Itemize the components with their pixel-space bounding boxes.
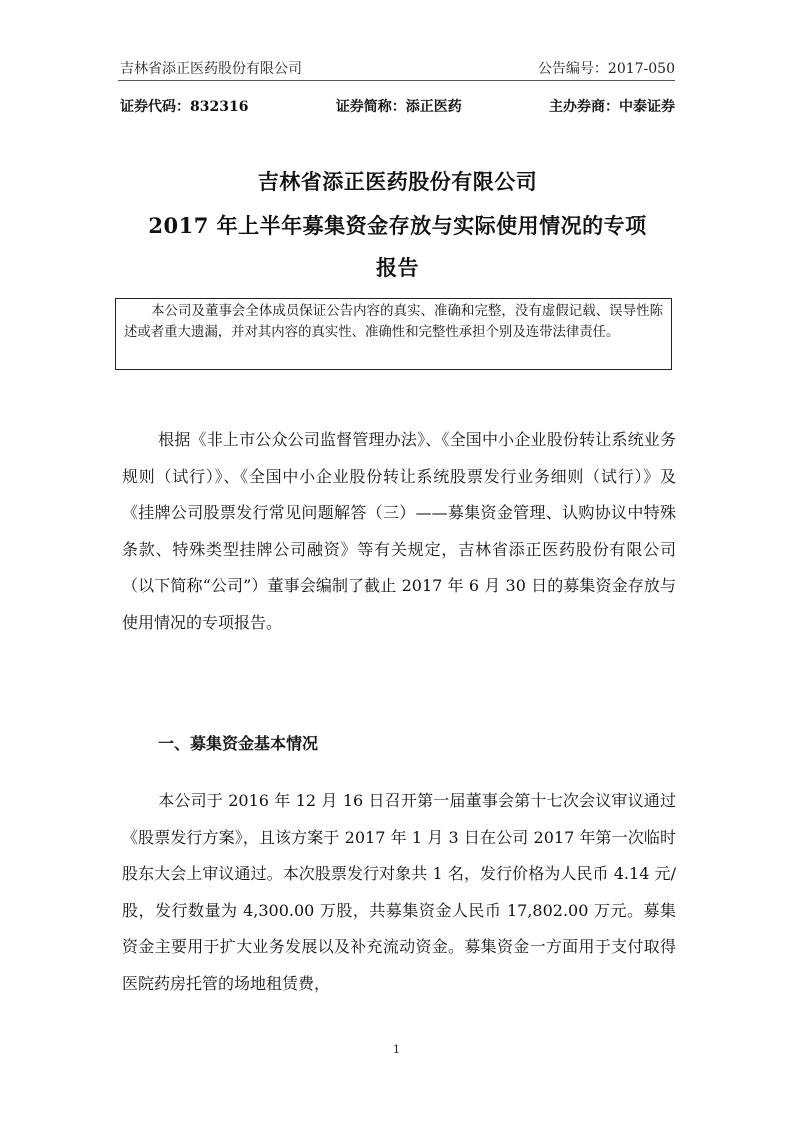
stock-code: 证券代码：832316 (120, 99, 249, 115)
body-paragraph-basis (122, 422, 676, 641)
stock-abbreviation: 证券简称：添正医药 (335, 99, 462, 115)
document-title-line-1: 吉林省添正医药股份有限公司 (257, 169, 538, 194)
document-title-line-2: 2017 年上半年募集资金存放与实际使用情况的专项 (148, 213, 647, 238)
sponsor-broker: 主办券商：中泰证券 (548, 99, 675, 115)
header-company-name: 吉林省添正医药股份有限公司 (120, 61, 302, 77)
header-divider (118, 80, 675, 81)
section-heading-1: 一、募集资金基本情况 (158, 734, 319, 753)
disclaimer-notice-box (115, 298, 672, 370)
body-paragraph-fund-overview (122, 783, 676, 1002)
paragraph-fund-overview-text: 本公司于 2016 年 12 月 16 日召开第一届董事会第十七次会议审议通过《股票发行方案》，且该方案于 2017 年 1 月 3 日在公司 2017 年第一次临时股东大会上审议通过。本次股票发行对象共 1 名，发行价格为人民币 4.14 元/股，发行数量为 4,300.00 万股，共募集资金人民币 17,802.00 万元。募集资金主要用于扩大业务发展以及补充流动资金。募集资金一方面用于支付取得医院药房托管的场地租赁费， (122, 791, 676, 993)
securities-info-row (120, 96, 675, 116)
paragraph-basis-text: 根据《非上市公众公司监督管理办法》、《全国中小企业股份转让系统业务规则（试行）》、《全国中小企业股份转让系统股票发行业务细则（试行）》及《挂牌公司股票发行常见问题解答（三）——募集资金管理、认购协议中特殊条款、特殊类型挂牌公司融资》等有关规定，吉林省添正医药股份有限公司（以下简称“公司”）董事会编制了截止 2017 年 6 月 30 日的募集资金存放与使用情况的专项报告。 (122, 430, 676, 632)
document-title-line-3: 报告 (376, 255, 419, 280)
running-header (120, 58, 675, 78)
page-number: 1 (393, 1043, 400, 1056)
disclaimer-text: 本公司及董事会全体成员保证公告内容的真实、准确和完整，没有虚假记载、误导性陈述或者重大遗漏，并对其内容的真实性、准确性和完整性承担个别及连带法律责任。 (124, 304, 663, 340)
announcement-number: 公告编号：2017-050 (537, 61, 675, 77)
